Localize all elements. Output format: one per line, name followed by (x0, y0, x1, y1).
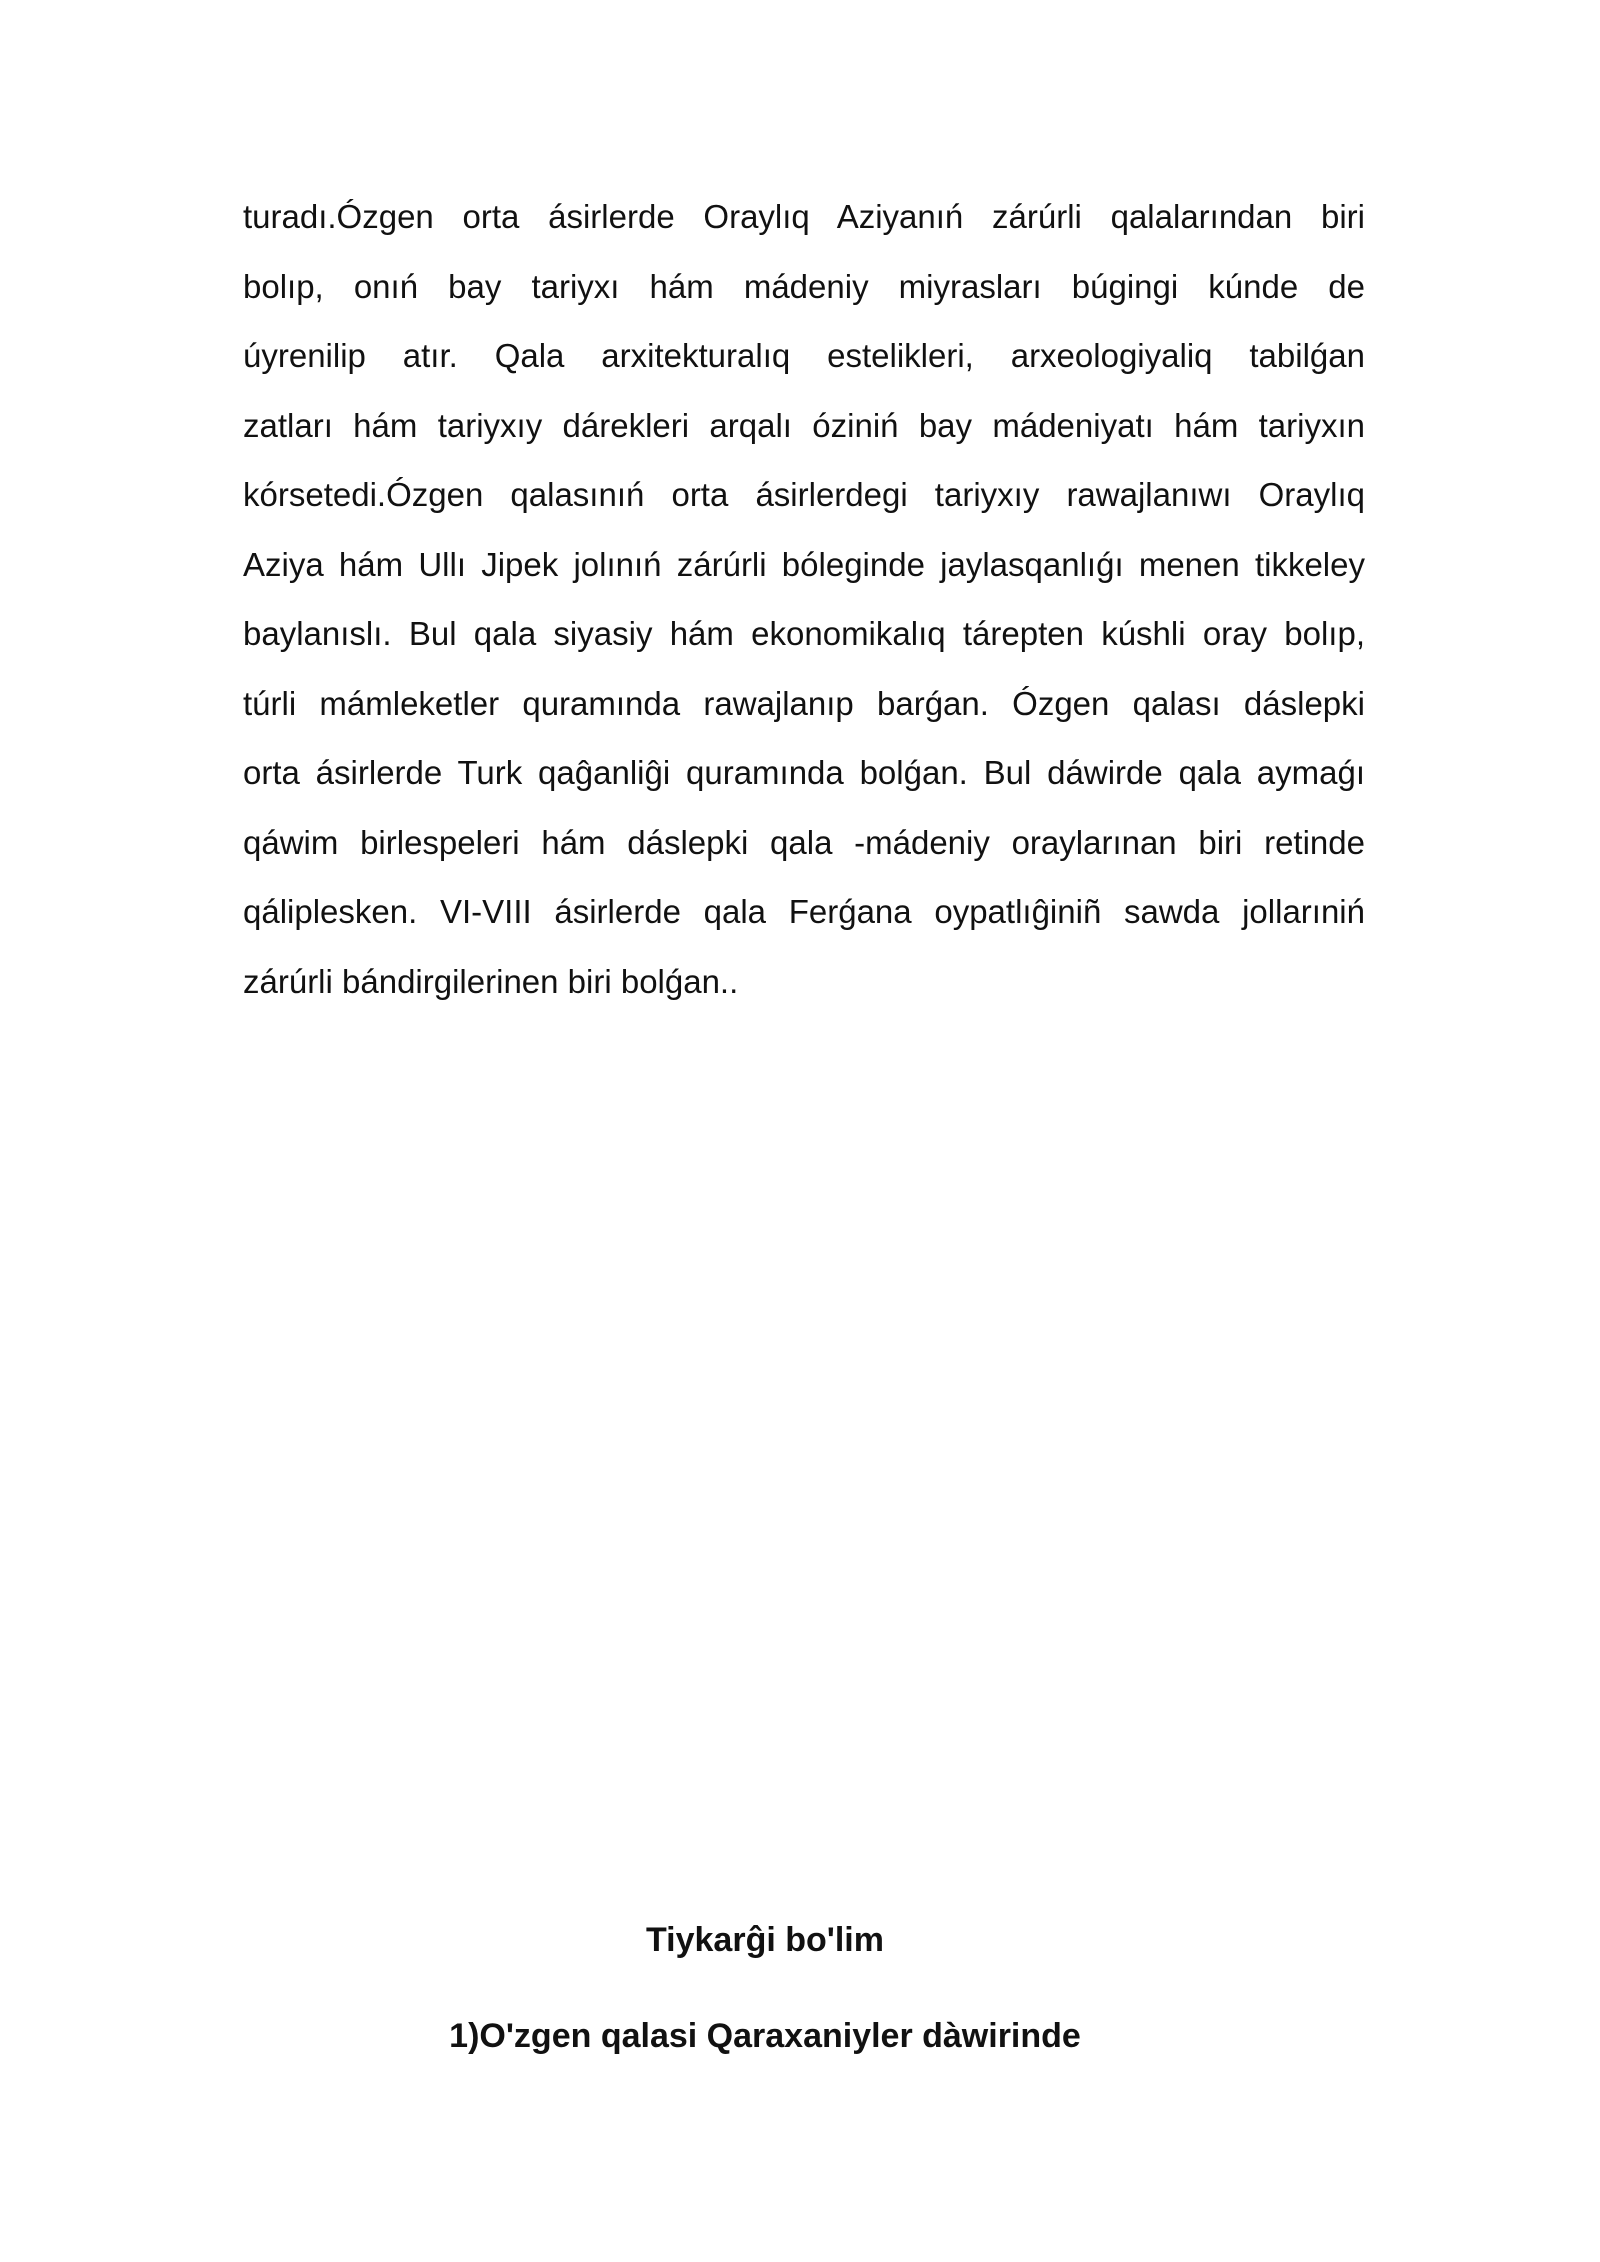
paragraph-line: qáwim birlespeleri hám dáslepki qala -mádeniy oraylarınan biri retinde (243, 823, 1365, 861)
paragraph-line: kórsetedi.Ózgen qalasınıń orta ásirlerdegi tariyxıy rawajlanıwı Oraylıq (243, 476, 1365, 513)
paragraph-line: Aziya hám Ullı Jipek jolınıń zárúrli bóleginde jaylasqanlıǵı menen tikkeley (243, 545, 1365, 583)
paragraph-line: bolıp, onıń bay tariyxı hám mádeniy miyrasları búgingi kúnde de (243, 267, 1365, 305)
subsection-title: 1)O'zgen qalasi Qaraxaniyler dàwirinde (449, 2017, 1081, 2055)
body-paragraph (243, 182, 1365, 1016)
paragraph-line: turadı.Ózgen orta ásirlerde Oraylıq Aziyanıń zárúrli qalalarından biri (243, 198, 1365, 235)
paragraph-line: zatları hám tariyxıy dárekleri arqalı óziniń bay mádeniyatı hám tariyxın (243, 406, 1365, 444)
paragraph-line: úyrenilip atır. Qala arxitekturalıq estelikleri, arxeologiyaliq tabilǵan (243, 337, 1365, 374)
section-title: Tiykarĝi bo'lim (646, 1921, 884, 1959)
paragraph-line: orta ásirlerde Turk qaĝanliĝi quramında bolǵan. Bul dáwirde qala aymaǵı (243, 754, 1365, 791)
paragraph-line: zárúrli bándirgilerinen biri bolǵan.. (243, 962, 739, 1000)
paragraph-line: baylanıslı. Bul qala siyasiy hám ekonomikalıq tárepten kúshli oray bolıp, (243, 615, 1365, 652)
paragraph-line: túrli mámleketler quramında rawajlanıp barǵan. Ózgen qalası dáslepki (243, 684, 1365, 722)
paragraph-line: qáliplesken. VI-VIII ásirlerde qala Ferǵana oypatlıĝiniñ sawda jollarıniń (243, 893, 1365, 930)
